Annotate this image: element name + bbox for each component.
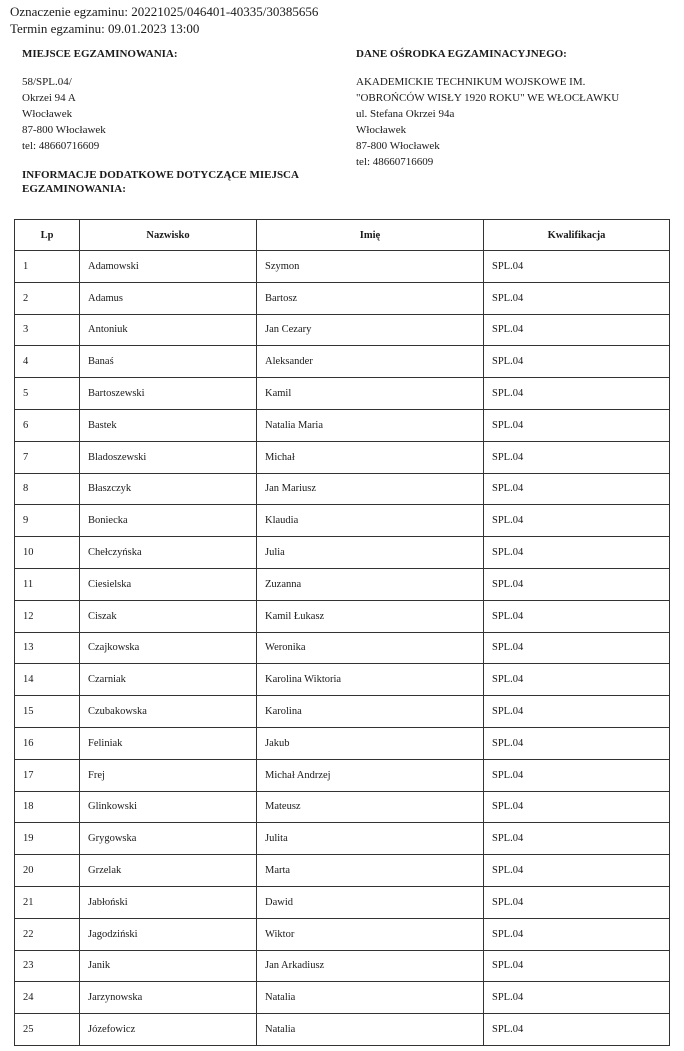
cell-surname: Józefowicz [80,1014,257,1046]
cell-first-name: Jakub [257,727,484,759]
cell-first-name: Bartosz [257,282,484,314]
table-row [15,409,670,441]
table-row [15,537,670,569]
cell-qualification: SPL.04 [484,727,670,759]
table-row [15,378,670,410]
table-row [15,251,670,283]
cell-first-name: Karolina Wiktoria [257,664,484,696]
exam-center-title: DANE OŚRODKA EGZAMINACYJNEGO: [356,48,567,60]
table-row [15,982,670,1014]
cell-first-name: Julia [257,537,484,569]
table-row [15,950,670,982]
table-row [15,791,670,823]
cell-surname: Jagodziński [80,918,257,950]
cell-qualification: SPL.04 [484,409,670,441]
cell-surname: Boniecka [80,505,257,537]
cell-surname: Czarniak [80,664,257,696]
table-row [15,1014,670,1046]
table-row [15,664,670,696]
header-first-name: Imię [257,220,484,251]
cell-lp: 19 [15,823,80,855]
exam-center-line: Włocławek [356,124,407,136]
cell-surname: Janik [80,950,257,982]
table-row [15,441,670,473]
cell-first-name: Wiktor [257,918,484,950]
table-row [15,823,670,855]
exam-center-line: ul. Stefana Okrzei 94a [356,108,455,120]
cell-lp: 6 [15,409,80,441]
cell-qualification: SPL.04 [484,441,670,473]
cell-lp: 21 [15,886,80,918]
cell-first-name: Kamil Łukasz [257,600,484,632]
header-qualification: Kwalifikacja [484,220,670,251]
header-lp: Lp [15,220,80,251]
table-row [15,314,670,346]
cell-first-name: Michał Andrzej [257,759,484,791]
cell-lp: 22 [15,918,80,950]
cell-lp: 12 [15,600,80,632]
cell-first-name: Natalia Maria [257,409,484,441]
table-row [15,696,670,728]
cell-lp: 14 [15,664,80,696]
cell-qualification: SPL.04 [484,918,670,950]
cell-lp: 9 [15,505,80,537]
cell-qualification: SPL.04 [484,982,670,1014]
exam-center-line: 87-800 Włocławek [356,140,440,152]
exam-place-line: 58/SPL.04/ [22,76,72,88]
cell-lp: 20 [15,855,80,887]
cell-qualification: SPL.04 [484,950,670,982]
table-row [15,759,670,791]
cell-surname: Adamus [80,282,257,314]
cell-qualification: SPL.04 [484,696,670,728]
cell-lp: 3 [15,314,80,346]
cell-first-name: Szymon [257,251,484,283]
cell-first-name: Aleksander [257,346,484,378]
cell-qualification: SPL.04 [484,568,670,600]
cell-lp: 11 [15,568,80,600]
table-row [15,473,670,505]
cell-qualification: SPL.04 [484,791,670,823]
cell-first-name: Klaudia [257,505,484,537]
cell-first-name: Marta [257,855,484,887]
cell-first-name: Jan Arkadiusz [257,950,484,982]
cell-lp: 13 [15,632,80,664]
cell-surname: Ciszak [80,600,257,632]
cell-lp: 17 [15,759,80,791]
table-body [15,251,670,1046]
exam-place-line: 87-800 Włocławek [22,124,106,136]
cell-first-name: Natalia [257,982,484,1014]
exam-date-line: Termin egzaminu: 09.01.2023 13:00 [10,21,200,36]
exam-code-line: Oznaczenie egzaminu: 20221025/046401-40335/30385656 [10,4,319,19]
cell-lp: 16 [15,727,80,759]
table-row [15,632,670,664]
cell-lp: 1 [15,251,80,283]
cell-surname: Bastek [80,409,257,441]
cell-surname: Antoniuk [80,314,257,346]
additional-info-title-line: INFORMACJE DODATKOWE DOTYCZĄCE MIEJSCA [22,169,299,181]
table-row [15,505,670,537]
cell-qualification: SPL.04 [484,664,670,696]
cell-surname: Bartoszewski [80,378,257,410]
cell-qualification: SPL.04 [484,314,670,346]
exam-place-line: Okrzei 94 A [22,92,76,104]
table-row [15,600,670,632]
cell-surname: Grygowska [80,823,257,855]
cell-lp: 7 [15,441,80,473]
table-row [15,727,670,759]
cell-lp: 18 [15,791,80,823]
exam-place-line: Włocławek [22,108,73,120]
cell-first-name: Karolina [257,696,484,728]
table-row [15,918,670,950]
cell-qualification: SPL.04 [484,600,670,632]
candidates-table [14,219,670,1046]
cell-qualification: SPL.04 [484,855,670,887]
cell-surname: Frej [80,759,257,791]
table-row [15,855,670,887]
table-header-row [15,220,670,251]
cell-surname: Adamowski [80,251,257,283]
cell-first-name: Weronika [257,632,484,664]
cell-first-name: Michał [257,441,484,473]
cell-first-name: Dawid [257,886,484,918]
cell-first-name: Jan Cezary [257,314,484,346]
cell-first-name: Mateusz [257,791,484,823]
cell-lp: 24 [15,982,80,1014]
cell-qualification: SPL.04 [484,378,670,410]
cell-qualification: SPL.04 [484,346,670,378]
cell-qualification: SPL.04 [484,632,670,664]
cell-lp: 23 [15,950,80,982]
cell-lp: 10 [15,537,80,569]
cell-surname: Banaś [80,346,257,378]
cell-surname: Czajkowska [80,632,257,664]
cell-first-name: Kamil [257,378,484,410]
exam-place-section [22,46,322,154]
exam-center-line: AKADEMICKIE TECHNIKUM WOJSKOWE IM. [356,76,586,88]
header-surname: Nazwisko [80,220,257,251]
cell-qualification: SPL.04 [484,1014,670,1046]
exam-center-line: tel: 48660716609 [356,156,434,168]
cell-lp: 4 [15,346,80,378]
table-row [15,886,670,918]
cell-surname: Chełczyńska [80,537,257,569]
cell-surname: Jabłoński [80,886,257,918]
cell-surname: Błaszczyk [80,473,257,505]
cell-qualification: SPL.04 [484,505,670,537]
cell-surname: Jarzynowska [80,982,257,1014]
cell-lp: 15 [15,696,80,728]
cell-qualification: SPL.04 [484,473,670,505]
table-row [15,346,670,378]
cell-first-name: Jan Mariusz [257,473,484,505]
exam-place-title: MIEJSCE EGZAMINOWANIA: [22,48,178,60]
cell-surname: Glinkowski [80,791,257,823]
exam-place-line: tel: 48660716609 [22,140,100,152]
cell-surname: Ciesielska [80,568,257,600]
cell-qualification: SPL.04 [484,823,670,855]
cell-first-name: Julita [257,823,484,855]
cell-qualification: SPL.04 [484,886,670,918]
cell-qualification: SPL.04 [484,282,670,314]
cell-qualification: SPL.04 [484,537,670,569]
cell-lp: 2 [15,282,80,314]
exam-center-line: "OBROŃCÓW WISŁY 1920 ROKU" WE WŁOCŁAWKU [356,92,620,104]
cell-lp: 8 [15,473,80,505]
cell-surname: Czubakowska [80,696,257,728]
cell-qualification: SPL.04 [484,251,670,283]
cell-surname: Bladoszewski [80,441,257,473]
cell-first-name: Natalia [257,1014,484,1046]
cell-surname: Grzelak [80,855,257,887]
additional-info-title [22,168,342,196]
cell-lp: 25 [15,1014,80,1046]
cell-surname: Feliniak [80,727,257,759]
table-row [15,568,670,600]
table-row [15,282,670,314]
additional-info-title-line: EGZAMINOWANIA: [22,183,126,195]
cell-qualification: SPL.04 [484,759,670,791]
cell-lp: 5 [15,378,80,410]
exam-center-section [356,46,666,170]
cell-first-name: Zuzanna [257,568,484,600]
